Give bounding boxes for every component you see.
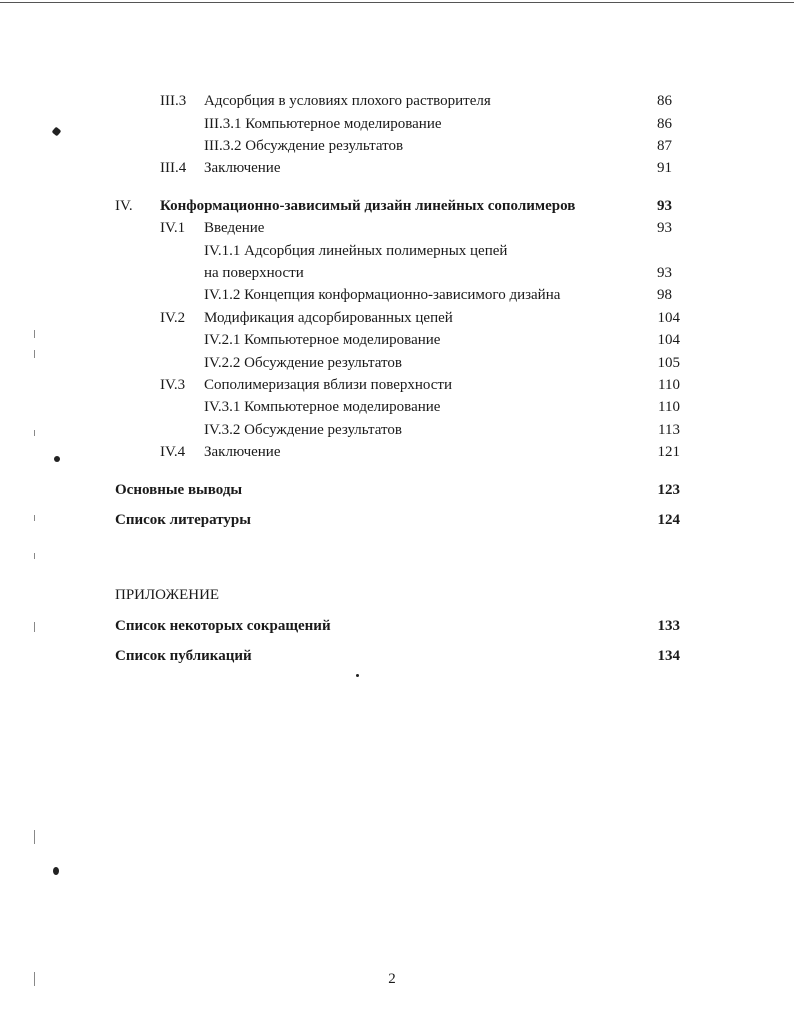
toc-entry-page: 87 — [657, 138, 672, 154]
toc-entry-title: III.3.2 Обсуждение результатов — [204, 138, 404, 154]
toc-entry-title: Адсорбция в условиях плохого растворителя — [204, 93, 491, 109]
toc-entry-page: 93 — [657, 220, 672, 236]
page-number: 2 — [388, 971, 396, 987]
toc-entry-page: 110 — [658, 399, 680, 415]
toc-entry-page: 133 — [657, 618, 680, 634]
toc-entry-page: 134 — [657, 648, 680, 664]
toc-entry-title: Сополимеризация вблизи поверхности — [204, 377, 452, 393]
toc-entry-title: IV.3.1 Компьютерное моделирование — [204, 399, 441, 415]
toc-entry-title: Заключение — [204, 444, 281, 460]
toc-entry-number: IV.4 — [160, 444, 186, 460]
toc-entry-number: III.4 — [160, 160, 187, 176]
toc-chapter-title: Конформационно-зависимый дизайн линейных сополимеров — [160, 198, 576, 214]
toc-section-title: Список некоторых сокращений — [115, 618, 331, 634]
toc-entry-title: IV.1.1 Адсорбция линейных полимерных цепей — [204, 243, 508, 259]
toc-entry-page: 91 — [657, 160, 672, 176]
toc-entry-number: IV.1 — [160, 220, 186, 236]
toc-entry-page: 124 — [657, 512, 680, 528]
toc-entry-page: 86 — [657, 116, 672, 132]
toc-entry-page: 104 — [657, 332, 680, 348]
toc-entry-page: 93 — [657, 198, 672, 214]
toc-entry-page: 110 — [658, 377, 680, 393]
appendix-heading: ПРИЛОЖЕНИЕ — [115, 587, 220, 603]
toc-entry-page: 98 — [657, 287, 672, 303]
toc-chapter-number: IV. — [115, 198, 133, 214]
toc-entry-page: 104 — [657, 310, 680, 326]
toc-section-title: Список литературы — [115, 512, 251, 528]
toc-entry-page: 93 — [657, 265, 672, 281]
toc-entry-page: 113 — [658, 422, 680, 438]
toc-entry-page: 105 — [657, 355, 680, 371]
toc-entry-number: III.3 — [160, 93, 187, 109]
toc-section-title: Список публикаций — [115, 648, 252, 664]
toc-entry-title: IV.1.2 Концепция конформационно-зависимого дизайна — [204, 287, 561, 303]
toc-entry-title: Введение — [204, 220, 265, 236]
toc-section-title: Основные выводы — [115, 482, 243, 498]
toc-entry-title: IV.3.2 Обсуждение результатов — [204, 422, 402, 438]
toc-entry-page: 121 — [657, 444, 680, 460]
toc-entry-title: на поверхности — [204, 265, 304, 281]
toc-entry-number: IV.3 — [160, 377, 186, 393]
toc-entry-title: IV.2.1 Компьютерное моделирование — [204, 332, 441, 348]
toc-entry-title: Заключение — [204, 160, 281, 176]
toc-entry-title: Модификация адсорбированных цепей — [204, 310, 453, 326]
toc-entry-title: III.3.1 Компьютерное моделирование — [204, 116, 442, 132]
toc-entry-title: IV.2.2 Обсуждение результатов — [204, 355, 402, 371]
toc-entry-number: IV.2 — [160, 310, 186, 326]
toc-entry-page: 123 — [657, 482, 680, 498]
toc-entry-page: 86 — [657, 93, 672, 109]
